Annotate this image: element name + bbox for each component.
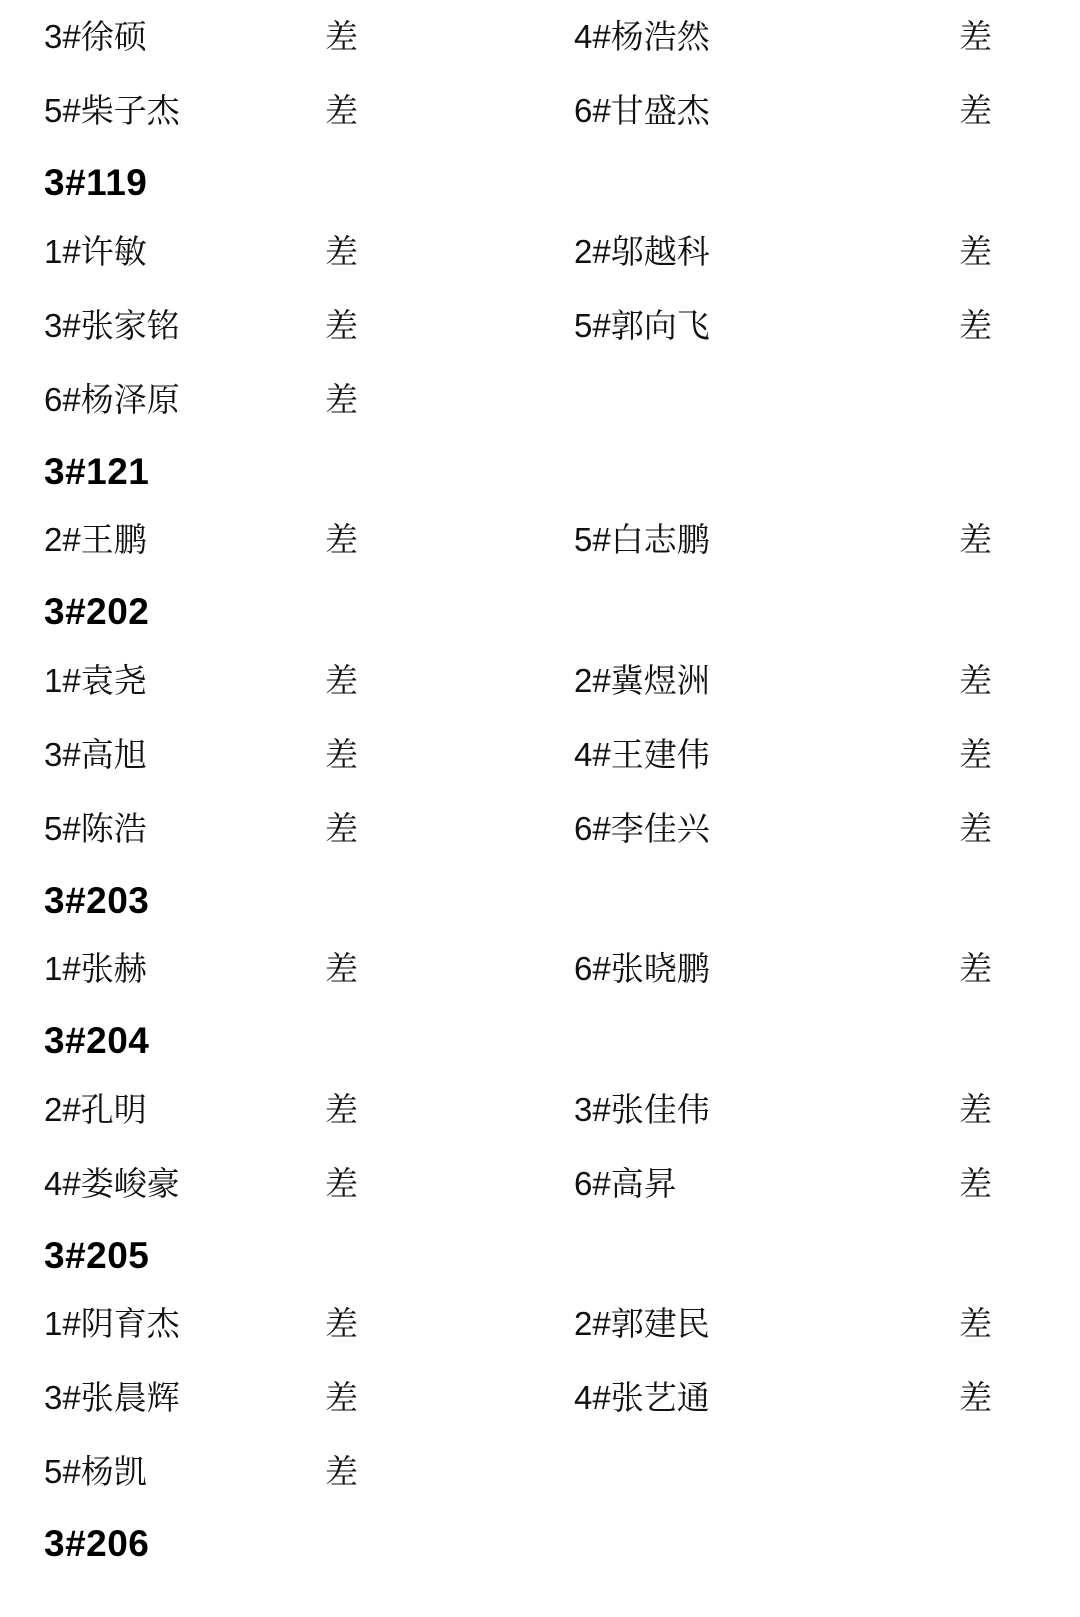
status-badge: 差 xyxy=(325,18,358,56)
table-row xyxy=(0,932,1080,1006)
student-name: 3#张晨辉 xyxy=(44,1379,180,1417)
status-badge: 差 xyxy=(325,1305,358,1343)
status-badge: 差 xyxy=(959,950,992,988)
student-name: 3#张家铭 xyxy=(44,306,180,344)
status-badge: 差 xyxy=(959,232,992,270)
student-name: 3#高旭 xyxy=(44,735,147,773)
list-item xyxy=(540,1287,1080,1361)
table-row xyxy=(0,74,1080,148)
list-item xyxy=(540,1435,1080,1509)
student-name: 3#张佳伟 xyxy=(574,1090,710,1128)
status-badge: 差 xyxy=(325,735,358,773)
room-header: 3#121 xyxy=(44,450,150,492)
list-item xyxy=(0,1073,540,1147)
list-item xyxy=(540,644,1080,718)
list-item xyxy=(540,792,1080,866)
list-item xyxy=(0,1361,540,1435)
status-badge: 差 xyxy=(325,809,358,847)
status-badge: 差 xyxy=(325,661,358,699)
student-name: 6#杨泽原 xyxy=(44,380,180,418)
student-name: 5#白志鹏 xyxy=(574,521,710,559)
student-name: 6#张晓鹏 xyxy=(574,950,710,988)
table-row xyxy=(0,363,1080,437)
list-item xyxy=(540,215,1080,289)
student-name: 1#张赫 xyxy=(44,950,147,988)
list-item xyxy=(0,1147,540,1221)
student-name: 1#袁尧 xyxy=(44,661,147,699)
status-badge: 差 xyxy=(325,1453,358,1491)
student-name: 6#李佳兴 xyxy=(574,809,710,847)
list-item xyxy=(0,1287,540,1361)
room-header: 3#204 xyxy=(44,1020,150,1062)
room-header: 3#119 xyxy=(44,162,148,203)
student-name: 6#高昇 xyxy=(574,1164,677,1202)
status-badge: 差 xyxy=(325,232,358,270)
student-name: 2#孔明 xyxy=(44,1090,147,1128)
student-name: 4#娄峻豪 xyxy=(44,1164,180,1202)
student-name: 6#甘盛杰 xyxy=(574,92,710,130)
status-badge: 差 xyxy=(959,809,992,847)
list-item xyxy=(540,74,1080,148)
status-badge: 差 xyxy=(959,661,992,699)
status-badge: 差 xyxy=(959,18,992,56)
table-row xyxy=(0,718,1080,792)
list-item xyxy=(0,215,540,289)
room-header: 3#203 xyxy=(44,879,150,921)
table-row xyxy=(0,1361,1080,1435)
table-row xyxy=(0,792,1080,866)
student-name: 2#冀煜洲 xyxy=(574,661,710,699)
student-name: 4#王建伟 xyxy=(574,735,710,773)
list-item xyxy=(540,0,1080,74)
list-item xyxy=(540,503,1080,577)
list-item xyxy=(540,1073,1080,1147)
status-badge: 差 xyxy=(325,92,358,130)
status-badge: 差 xyxy=(325,1379,358,1417)
student-name: 5#郭向飞 xyxy=(574,306,710,344)
list-item xyxy=(540,718,1080,792)
student-name: 5#柴子杰 xyxy=(44,92,180,130)
status-badge: 差 xyxy=(325,521,358,559)
list-item xyxy=(540,932,1080,1006)
list-item xyxy=(0,74,540,148)
status-badge: 差 xyxy=(959,306,992,344)
list-item xyxy=(0,0,540,74)
student-name: 5#杨凯 xyxy=(44,1453,147,1491)
student-name: 2#王鹏 xyxy=(44,521,147,559)
student-name: 2#邬越科 xyxy=(574,232,710,270)
student-name: 1#许敏 xyxy=(44,232,147,270)
status-badge: 差 xyxy=(959,1090,992,1128)
list-item xyxy=(0,363,540,437)
table-row xyxy=(0,1073,1080,1147)
status-badge: 差 xyxy=(959,1305,992,1343)
list-item xyxy=(540,363,1080,437)
list-item xyxy=(0,718,540,792)
student-name: 4#杨浩然 xyxy=(574,18,710,56)
list-item xyxy=(0,503,540,577)
status-badge: 差 xyxy=(959,1379,992,1417)
status-badge: 差 xyxy=(325,306,358,344)
status-badge: 差 xyxy=(325,950,358,988)
room-header: 3#205 xyxy=(44,1234,150,1276)
table-row xyxy=(0,1287,1080,1361)
status-badge: 差 xyxy=(959,521,992,559)
list-item xyxy=(0,1435,540,1509)
list-item xyxy=(540,289,1080,363)
list-item xyxy=(540,1361,1080,1435)
table-row xyxy=(0,289,1080,363)
status-badge: 差 xyxy=(959,735,992,773)
room-header: 3#206 xyxy=(44,1523,150,1565)
table-row xyxy=(0,1147,1080,1221)
student-name: 4#张艺通 xyxy=(574,1379,710,1417)
student-name: 3#徐硕 xyxy=(44,18,147,56)
table-row xyxy=(0,215,1080,289)
status-badge: 差 xyxy=(325,1164,358,1202)
list-item xyxy=(540,1147,1080,1221)
table-row xyxy=(0,1435,1080,1509)
list-item xyxy=(0,644,540,718)
student-name: 1#阴育杰 xyxy=(44,1305,180,1343)
list-item xyxy=(0,792,540,866)
list-item xyxy=(0,932,540,1006)
table-row xyxy=(0,0,1080,74)
student-name: 2#郭建民 xyxy=(574,1305,710,1343)
status-badge: 差 xyxy=(325,1090,358,1128)
room-header: 3#202 xyxy=(44,591,150,633)
list-item xyxy=(0,289,540,363)
table-row xyxy=(0,503,1080,577)
status-badge: 差 xyxy=(325,380,358,418)
status-badge: 差 xyxy=(959,92,992,130)
status-badge: 差 xyxy=(959,1164,992,1202)
table-row xyxy=(0,644,1080,718)
student-name: 5#陈浩 xyxy=(44,809,147,847)
